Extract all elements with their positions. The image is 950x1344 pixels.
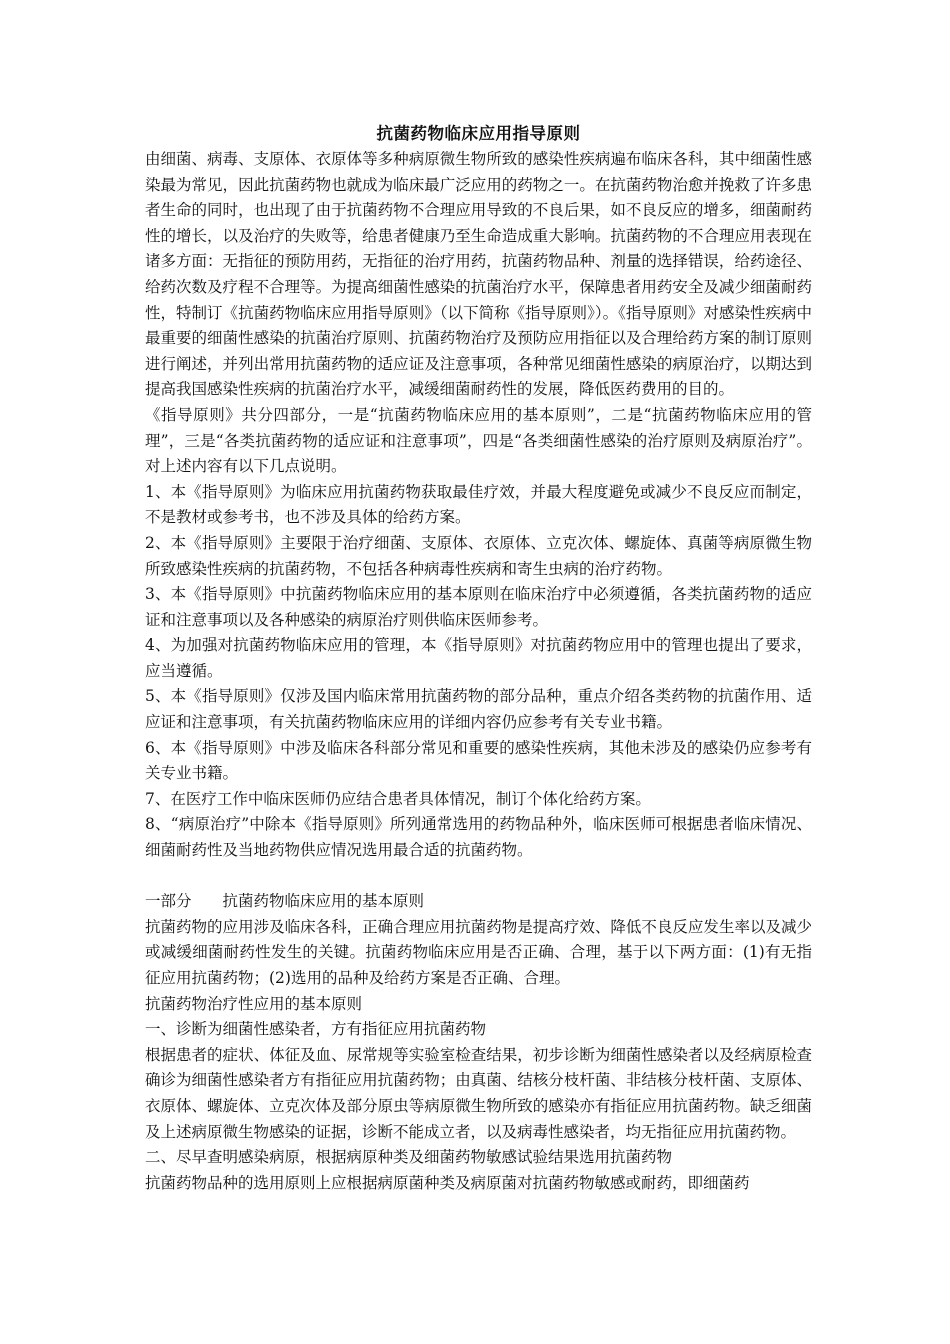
- note-item-7: 7、在医疗工作中临床医师仍应结合患者具体情况，制订个体化给药方案。: [145, 789, 651, 808]
- note-item-1: 1、本《指导原则》为临床应用抗菌药物获取最佳疗效，并最大程度避免或减少不良反应而制定，不是教材或参考书，也不涉及具体的给药方案。: [145, 482, 812, 527]
- document-title: 抗菌药物临床应用指导原则: [376, 124, 581, 143]
- note-item-3: 3、本《指导原则》中抗菌药物临床应用的基本原则在临床治疗中必须遵循，各类抗菌药物的适应证和注意事项以及各种感染的病原治疗则供临床医师参考。: [145, 585, 812, 629]
- principle-1-heading: 一、诊断为细菌性感染者，方有指征应用抗菌药物: [145, 1020, 487, 1039]
- part-one-heading: 一部分 抗菌药物临床应用的基本原则: [145, 892, 425, 911]
- note-item-4: 4、为加强对抗菌药物临床应用的管理，本《指导原则》对抗菌药物应用中的管理也提出了要求，应当遵循。: [145, 636, 812, 680]
- part-one-intro: 抗菌药物的应用涉及临床各科，正确合理应用抗菌药物是提高疗效、降低不良反应发生率以及减少或减缓细菌耐药性发生的关键。抗菌药物临床应用是否正确、合理，基于以下两方面：(1)有无指征应用抗菌药物；(2)选用的品种及给药方案是否正确、合理。: [145, 917, 812, 987]
- note-item-6: 6、本《指导原则》中涉及临床各科部分常见和重要的感染性疾病，其他未涉及的感染仍应参考有关专业书籍。: [145, 738, 812, 783]
- principle-2-text: 抗菌药物品种的选用原则上应根据病原菌种类及病原菌对抗菌药物敏感或耐药，即细菌药: [145, 1173, 750, 1192]
- principle-1-text: 根据患者的症状、体征及血、尿常规等实验室检查结果，初步诊断为细菌性感染者以及经病原检查确诊为细菌性感染者方有指征应用抗菌药物；由真菌、结核分枝杆菌、非结核分枝杆菌、支原体、衣原体、螺旋体、立克次体及部分原虫等病原微生物所致的感染亦有指征应用抗菌药物。缺乏细菌及上述病原微生物感染的证据，诊断不能成立者，以及病毒性感染者，均无指征应用抗菌药物。: [145, 1045, 812, 1141]
- document-body: [145, 121, 812, 1196]
- note-item-2: 2、本《指导原则》主要限于治疗细菌、支原体、衣原体、立克次体、螺旋体、真菌等病原微生物所致感染性疾病的抗菌药物，不包括各种病毒性疾病和寄生虫病的治疗药物。: [145, 533, 812, 578]
- intro-paragraph: 由细菌、病毒、支原体、衣原体等多种病原微生物所致的感染性疾病遍布临床各科，其中细菌性感染最为常见，因此抗菌药物也就成为临床最广泛应用的药物之一。在抗菌药物治愈并挽救了许多患者生命的同时，也出现了由于抗菌药物不合理应用导致的不良后果，如不良反应的增多，细菌耐药性的增长，以及治疗的失败等，给患者健康乃至生命造成重大影响。抗菌药物的不合理应用表现在诸多方面：无指征的预防用药，无指征的治疗用药，抗菌药物品种、剂量的选择错误，给药途径、给药次数及疗程不合理等。为提高细菌性感染的抗菌治疗水平，保障患者用药安全及减少细菌耐药性，特制订《抗菌药物临床应用指导原则》（以下简称《指导原则》）。《指导原则》对感染性疾病中最重要的细菌性感染的抗菌治疗原则、抗菌药物治疗及预防应用指征以及合理给药方案的制订原则进行阐述，并列出常用抗菌药物的适应证及注意事项，各种常见细菌性感染的病原治疗，以期达到提高我国感染性疾病的抗菌治疗水平，减缓细菌耐药性的发展，降低医药费用的目的。: [145, 150, 812, 399]
- paragraph-spacer: [145, 864, 812, 890]
- principle-2-heading: 二、尽早查明感染病原，根据病原种类及细菌药物敏感试验结果选用抗菌药物: [145, 1148, 673, 1167]
- structure-paragraph: 《指导原则》共分四部分，一是“抗菌药物临床应用的基本原则”，二是“抗菌药物临床应用的管理”，三是“各类抗菌药物的适应证和注意事项”，四是“各类细菌性感染的治疗原则及病原治疗”。对上述内容有以下几点说明。: [145, 405, 812, 476]
- part-one-subheading: 抗菌药物治疗性应用的基本原则: [145, 994, 363, 1013]
- note-item-5: 5、本《指导原则》仅涉及国内临床常用抗菌药物的部分品种，重点介绍各类药物的抗菌作用、适应证和注意事项，有关抗菌药物临床应用的详细内容仍应参考有关专业书籍。: [145, 687, 812, 732]
- note-item-8: 8、“病原治疗”中除本《指导原则》所列通常选用的药物品种外，临床医师可根据患者临床情况、细菌耐药性及当地药物供应情况选用最合适的抗菌药物。: [145, 815, 812, 860]
